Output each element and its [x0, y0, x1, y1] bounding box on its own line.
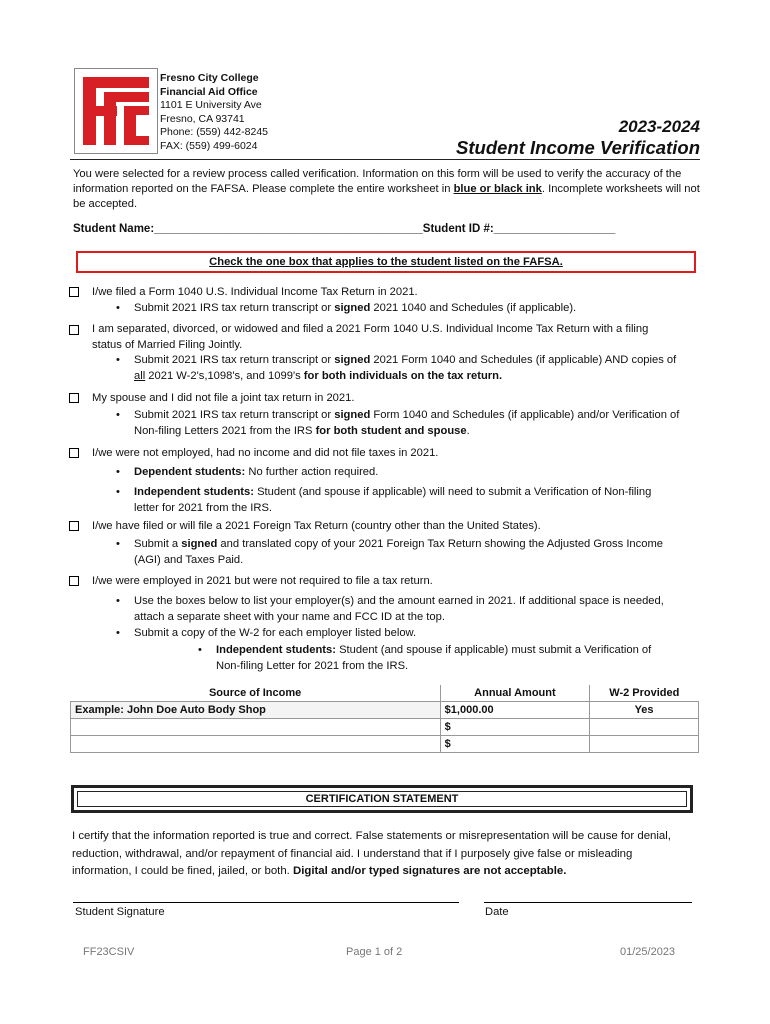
student-name-field[interactable]: __________________________________________	[154, 223, 423, 235]
signature-label: Student Signature	[75, 906, 165, 918]
o3-b1-text: Submit 2021 IRS tax return transcript or	[134, 409, 335, 421]
w2-input-1[interactable]	[590, 719, 699, 736]
form-title: Student Income Verification	[456, 137, 700, 158]
fcc-logo	[74, 68, 158, 154]
amount-input-1[interactable]: $	[440, 719, 589, 736]
certification-heading: CERTIFICATION STATEMENT	[77, 791, 687, 807]
option-6-bullet-3	[216, 643, 656, 674]
o6-b3-bold: Independent students:	[216, 644, 336, 656]
student-id-field[interactable]: ___________________	[493, 223, 616, 235]
header-w2: W-2 Provided	[590, 685, 699, 702]
option-2-bullet-1	[134, 353, 690, 384]
option-1-checkbox[interactable]	[69, 287, 79, 297]
header-amount: Annual Amount	[440, 685, 589, 702]
option-4-bullet-1	[134, 465, 690, 481]
option-3-checkbox[interactable]	[69, 393, 79, 403]
o5-b1-text-2: and translated copy of your 2021 Foreign Tax Return showing the Adjusted Gross Income (AGI) and Taxes Paid.	[134, 538, 664, 566]
address-line-1: 1101 E University Ave	[160, 99, 262, 112]
address-line-2: Fresno, CA 93741	[160, 112, 245, 125]
option-5-checkbox[interactable]	[69, 521, 79, 531]
option-3-text: My spouse and I did not file a joint tax return in 2021.	[92, 392, 355, 404]
phone-number: Phone: (559) 442-8245	[160, 126, 268, 139]
example-w2: Yes	[590, 702, 699, 719]
table-row	[71, 702, 699, 719]
fax-number: FAX: (559) 499-6024	[160, 139, 258, 152]
college-address-block	[160, 72, 268, 154]
o5-b1-text: Submit a	[134, 538, 182, 550]
option-4-checkbox[interactable]	[69, 448, 79, 458]
o4-b1-text: No further action required.	[245, 466, 379, 478]
revision-date: 01/25/2023	[620, 946, 676, 958]
o2-b1-underline: all	[134, 369, 146, 382]
student-name-label: Student Name:	[73, 223, 155, 235]
intro-paragraph	[73, 167, 703, 212]
option-2-checkbox[interactable]	[69, 325, 79, 335]
o3-b1-text-3: .	[466, 424, 470, 437]
office-name: Financial Aid Office	[160, 85, 258, 98]
o6-b3-text: Student (and spouse if applicable) must submit a Verification of Non-filing Letter for 2021 from the IRS.	[216, 644, 652, 672]
student-info-row	[73, 223, 615, 235]
example-amount: $1,000.00	[440, 702, 589, 719]
award-year: 2023-2024	[618, 117, 700, 136]
o5-b1-bold: signed	[181, 538, 218, 550]
source-input-1[interactable]	[71, 719, 441, 736]
date-label: Date	[485, 906, 509, 918]
option-4-bullet-2	[134, 485, 674, 516]
header-divider	[70, 159, 700, 160]
fcc-logo-mark	[75, 69, 157, 153]
page-number: Page 1 of 2	[346, 946, 403, 958]
option-4-text: I/we were not employed, had no income and did not file taxes in 2021.	[92, 447, 439, 459]
o1-b1-bold: signed	[334, 302, 371, 314]
org-name: Fresno City College	[160, 72, 259, 84]
option-6-bullet-2: • Submit a copy of the W-2 for each employer listed below.	[134, 626, 690, 642]
certification-text	[72, 828, 672, 881]
amount-input-2[interactable]: $	[440, 736, 589, 753]
o1-b1-text: Submit 2021 IRS tax return transcript or	[134, 302, 335, 314]
w2-input-2[interactable]	[590, 736, 699, 753]
o2-b1-text-2: 2021 Form 1040 and Schedules (if applicable) AND copies of	[370, 354, 677, 366]
option-5-bullet-1	[134, 537, 690, 568]
option-1-text: I/we filed a Form 1040 U.S. Individual Income Tax Return in 2021.	[92, 286, 418, 298]
intro-text-1: You were selected for a review process called verification. Information on this form will be used to verify the accuracy of the information reported on the FAFSA. Please complete the entire worksheet in	[73, 168, 682, 195]
option-5-text: I/we have filed or will file a 2021 Foreign Tax Return (country other than the United States).	[92, 520, 541, 532]
source-input-2[interactable]	[71, 736, 441, 753]
certification-heading-box	[71, 785, 693, 813]
table-row	[71, 719, 699, 736]
option-1-bullet-1	[134, 301, 694, 317]
certification-body: I certify that the information reported is true and correct. False statements or misrepresentation will be cause for denial, reduction, withdrawal, and/or repayment of financial aid. I understand that if I purposely give false or misleading information, I could be fined, jailed, or both.	[72, 830, 671, 877]
o3-b1-bold-2: for both student and spouse	[315, 424, 467, 437]
option-2-text: I am separated, divorced, or widowed and filed a 2021 Form 1040 U.S. Individual Income Tax Return with a filing status of Married Filing Jointly.	[92, 323, 649, 351]
o4-b2-text: Student (and spouse if applicable) will need to submit a Verification of Non-filing letter for 2021 from the IRS.	[134, 486, 652, 514]
option-3-bullet-1	[134, 408, 690, 439]
table-row	[71, 736, 699, 753]
header-source: Source of Income	[71, 685, 441, 702]
o2-b1-text: Submit 2021 IRS tax return transcript or	[134, 354, 335, 366]
o2-b1-bold: signed	[334, 354, 371, 366]
signature-line[interactable]	[73, 902, 459, 903]
o2-b1-bold-2: for both individuals on the tax return.	[303, 369, 503, 382]
o3-b1-bold: signed	[334, 409, 371, 421]
date-line[interactable]	[484, 902, 692, 903]
income-table-header	[71, 685, 699, 702]
o3-b1-text-2: Form 1040 and Schedules (if applicable) and/or Verification of Non-filing Letters 2021 from the IRS	[134, 409, 680, 437]
instruction-box	[76, 251, 696, 273]
option-6-text: I/we were employed in 2021 but were not required to file a tax return.	[92, 575, 433, 587]
intro-emphasis: blue or black ink	[453, 183, 542, 195]
option-6-bullet-1: • Use the boxes below to list your employer(s) and the amount earned in 2021. If additional space is needed, attach a separate sheet with your name and FCC ID at the top.	[134, 594, 690, 625]
option-6-checkbox[interactable]	[69, 576, 79, 586]
o1-b1-text-2: 2021 1040 and Schedules (if applicable).	[370, 302, 577, 314]
form-code: FF23CSIV	[83, 946, 135, 958]
income-table	[70, 685, 699, 753]
o4-b1-bold: Dependent students:	[134, 466, 246, 478]
intro-text-2: . Incomplete worksheets will not be accepted.	[73, 183, 700, 210]
instruction-text: Check the one box that applies to the student listed on the FAFSA.	[209, 256, 563, 268]
o4-b2-bold: Independent students:	[134, 486, 254, 498]
o2-b1-text-3: 2021 W-2's,1098's, and 1099's	[145, 369, 304, 382]
certification-emphasis: Digital and/or typed signatures are not acceptable.	[292, 865, 567, 877]
student-id-label: Student ID #:	[422, 223, 494, 235]
example-source: Example: John Doe Auto Body Shop	[71, 702, 441, 719]
